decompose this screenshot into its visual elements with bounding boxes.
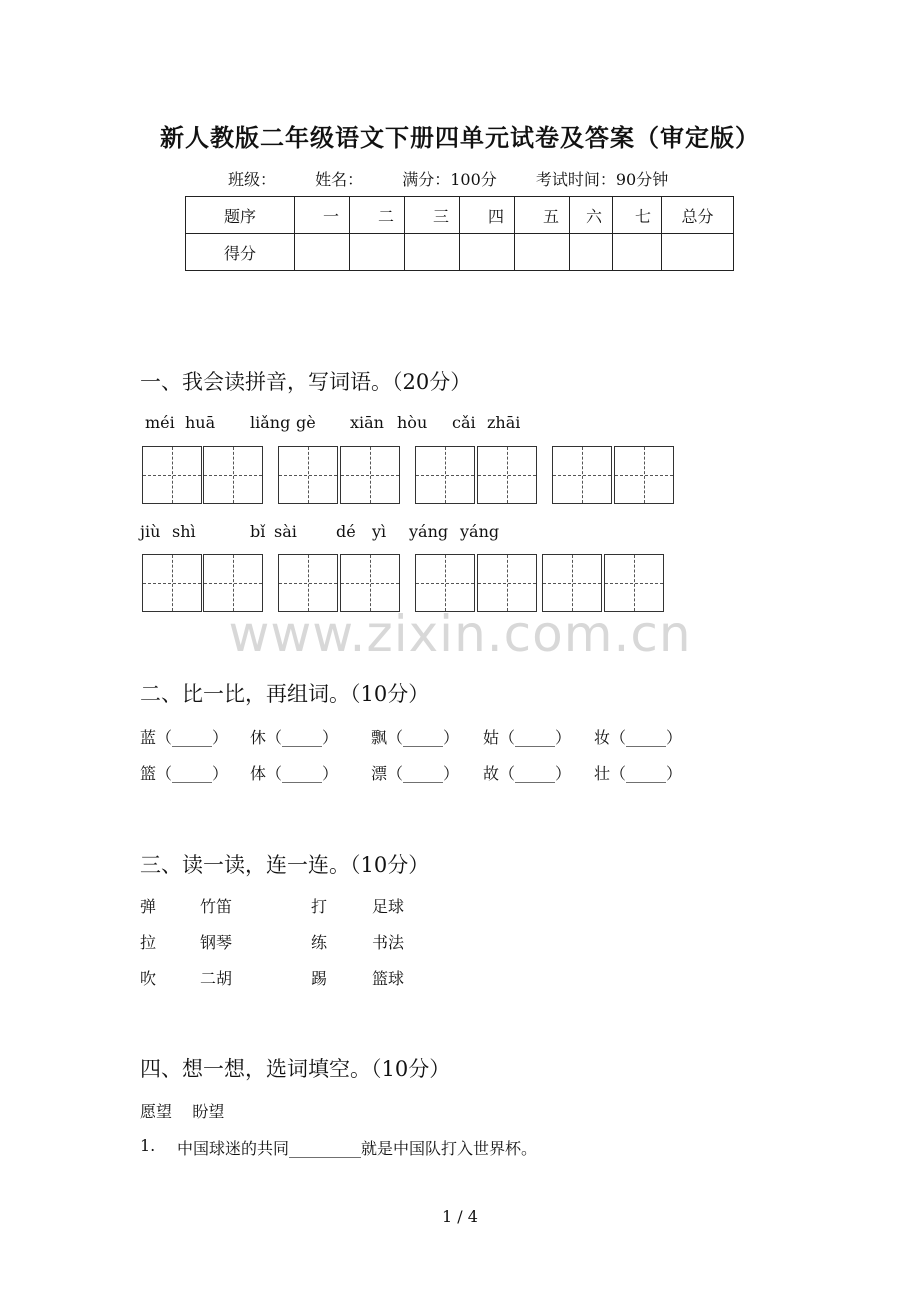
pinyin: yáng [409,522,449,541]
writing-cell[interactable] [542,554,602,612]
score-table [185,196,734,271]
page-title: 新人教版二年级语文下册四单元试卷及答案（审定版） [160,123,760,152]
score-input-cell[interactable] [350,234,405,271]
score-cell: 一 [295,197,350,234]
full-score-label: 满分：100分 [402,170,497,189]
pinyin: dé [336,522,356,541]
writing-cell[interactable] [278,554,338,612]
pinyin: bǐ [250,522,266,541]
match-verb[interactable]: 拉 [140,933,157,952]
match-object[interactable]: 篮球 [372,969,405,988]
writing-cell[interactable] [340,446,400,504]
match-object[interactable]: 足球 [372,897,405,916]
question-text[interactable]: 中国球迷的共同_________就是中国队打入世界杯。 [177,1139,538,1158]
writing-cell[interactable] [415,446,475,504]
score-cell: 六 [570,197,613,234]
section-1-heading: 一、我会读拼音，写词语。（20分） [140,370,472,394]
match-object[interactable]: 书法 [372,933,405,952]
compare-item: 姑（_____） [483,728,572,747]
pinyin: yì [372,522,387,541]
compare-item: 飘（_____） [371,728,460,747]
compare-item: 漂（_____） [371,764,460,783]
pinyin: gè [296,413,316,432]
compare-item: 故（_____） [483,764,572,783]
score-cell: 题序 [186,197,295,234]
match-object[interactable]: 钢琴 [200,933,233,952]
score-input-cell[interactable] [405,234,460,271]
section-4-heading: 四、想一想，选词填空。（10分） [140,1057,451,1081]
writing-cell[interactable] [203,446,263,504]
compare-item: 蓝（_____） [140,728,229,747]
match-object[interactable]: 竹笛 [200,897,233,916]
writing-cell[interactable] [614,446,674,504]
score-cell: 五 [515,197,570,234]
score-cell: 二 [350,197,405,234]
pinyin: zhāi [487,413,521,432]
score-input-cell[interactable] [295,234,350,271]
writing-cell[interactable] [477,554,537,612]
name-label: 姓名： [315,170,364,189]
match-object[interactable]: 二胡 [200,969,233,988]
score-cell: 七 [613,197,662,234]
pinyin: hòu [397,413,428,432]
score-cell: 总分 [662,197,734,234]
pinyin: cǎi [452,413,476,432]
pinyin: xiān [350,413,384,432]
score-cell: 四 [460,197,515,234]
score-input-cell[interactable] [515,234,570,271]
pinyin: huā [185,413,216,432]
match-verb[interactable]: 弹 [140,897,157,916]
section-3-heading: 三、读一读，连一连。（10分） [140,853,430,877]
score-input-cell[interactable] [662,234,734,271]
match-verb[interactable]: 打 [311,897,328,916]
section-2-heading: 二、比一比，再组词。（10分） [140,682,430,706]
pinyin: sài [274,522,297,541]
writing-cell[interactable] [203,554,263,612]
writing-cell[interactable] [142,446,202,504]
exam-info [228,167,702,190]
match-verb[interactable]: 练 [311,933,328,952]
writing-cell[interactable] [278,446,338,504]
compare-item: 壮（_____） [594,764,683,783]
question-number: 1. [140,1136,156,1155]
writing-cell[interactable] [142,554,202,612]
score-input-cell[interactable] [570,234,613,271]
compare-item: 休（_____） [250,728,339,747]
score-input-cell[interactable] [460,234,515,271]
watermark: www.zixin.com.cn [228,605,692,663]
class-label: 班级： [228,170,277,189]
pinyin: yáng [460,522,500,541]
compare-item: 篮（_____） [140,764,229,783]
pinyin: jiù [140,522,161,541]
compare-item: 妆（_____） [594,728,683,747]
writing-cell[interactable] [604,554,664,612]
writing-cell[interactable] [415,554,475,612]
pinyin: liǎng [250,413,291,432]
match-verb[interactable]: 吹 [140,969,157,988]
page-number: 1 / 4 [442,1207,478,1226]
score-cell: 三 [405,197,460,234]
writing-cell[interactable] [477,446,537,504]
writing-cell[interactable] [340,554,400,612]
score-input-cell[interactable] [613,234,662,271]
score-table-score-row [186,234,734,271]
score-cell: 得分 [186,234,295,271]
compare-item: 体（_____） [250,764,339,783]
exam-time-label: 考试时间：90分钟 [535,170,669,189]
match-verb[interactable]: 踢 [311,969,328,988]
pinyin: méi [145,413,175,432]
word-choices: 愿望 盼望 [140,1102,225,1121]
writing-cell[interactable] [552,446,612,504]
pinyin: shì [172,522,196,541]
score-table-header-row [186,197,734,234]
